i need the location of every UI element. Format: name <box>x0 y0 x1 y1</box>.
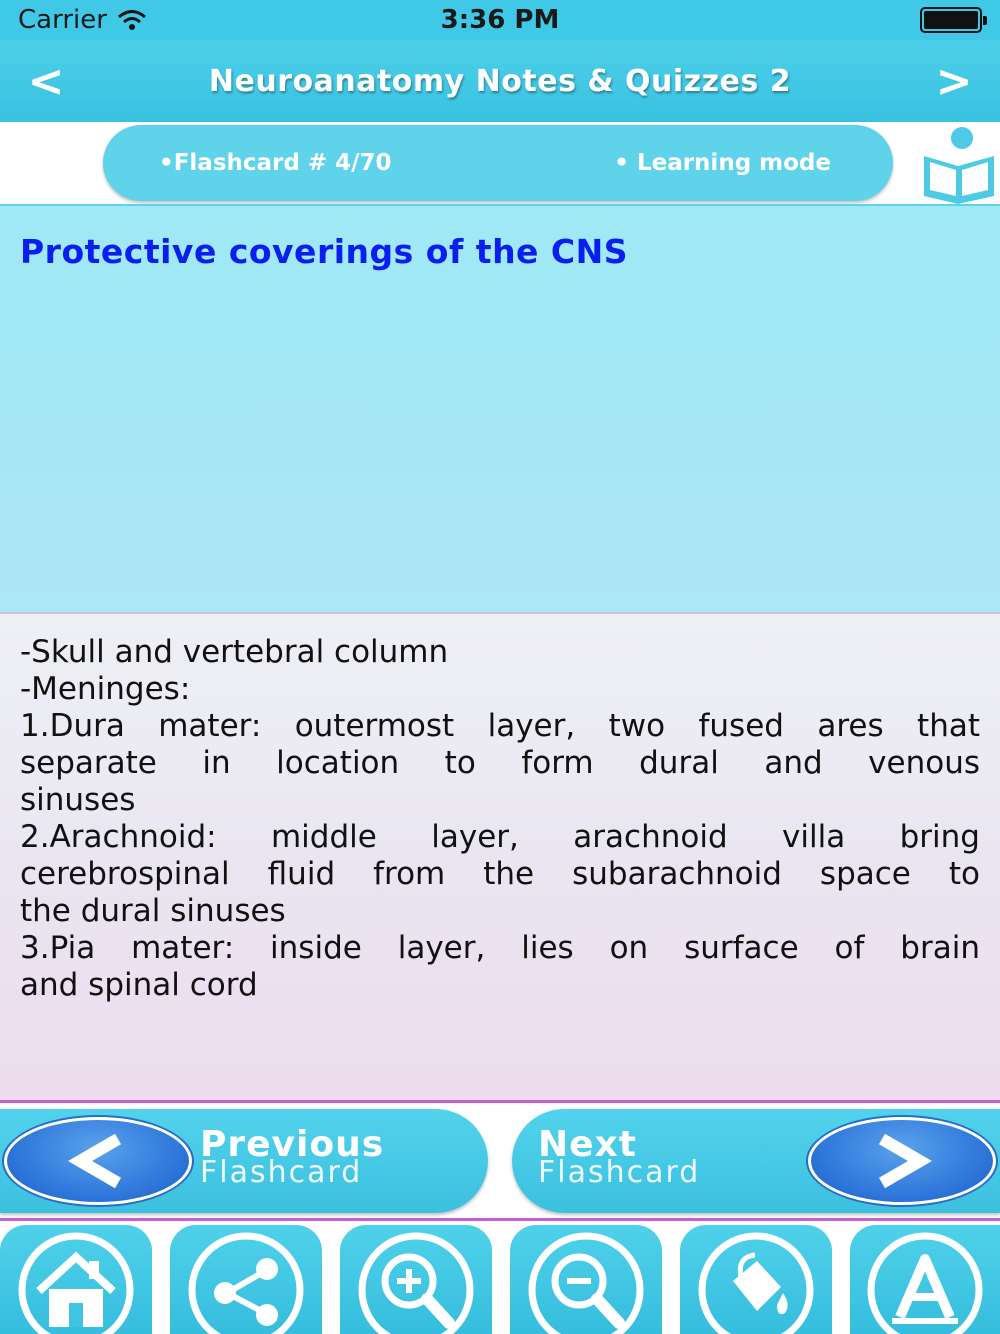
font-size-button[interactable] <box>850 1225 1000 1334</box>
answer-line: cerebrospinal fluid from the subarachnoid space to <box>20 856 980 892</box>
carrier-label: Carrier <box>18 5 107 35</box>
answer-line: -Skull and vertebral column <box>20 634 449 670</box>
wifi-icon <box>117 9 147 31</box>
answer-panel <box>0 612 1000 1100</box>
zoom-in-button[interactable] <box>340 1225 492 1334</box>
mode-label: • Learning mode <box>614 150 831 176</box>
question-text: Protective coverings of the CNS <box>20 232 629 271</box>
next-small-label: Flashcard <box>538 1155 701 1190</box>
theme-color-button[interactable] <box>680 1225 832 1334</box>
battery-icon <box>920 7 982 33</box>
answer-line: -Meninges: <box>20 671 191 707</box>
answer-line: 2.Arachnoid: middle layer, arachnoid villa bring <box>20 819 980 855</box>
answer-line: sinuses <box>20 782 136 818</box>
bottom-toolbar <box>0 1218 1000 1334</box>
zoom-in-icon <box>357 1231 475 1334</box>
next-label <box>538 1124 701 1190</box>
home-icon <box>17 1231 135 1334</box>
previous-flashcard-button[interactable] <box>0 1109 488 1213</box>
answer-line: separate in location to form dural and venous <box>20 745 980 781</box>
nav-bar <box>0 40 1000 122</box>
info-pill <box>103 125 893 201</box>
left-arrow-icon <box>4 1117 192 1205</box>
zoom-out-icon <box>527 1231 645 1334</box>
answer-line: the dural sinuses <box>20 893 286 929</box>
answer-text <box>20 634 980 1004</box>
answer-line: 1.Dura mater: outermost layer, two fused ares that <box>20 708 980 744</box>
flashcard-counter: •Flashcard # 4/70 <box>159 150 392 176</box>
previous-big-label: Previous <box>200 1124 385 1165</box>
reader-icon <box>918 124 1000 204</box>
paint-bucket-icon <box>697 1231 815 1334</box>
status-left <box>18 5 147 35</box>
font-icon <box>866 1231 984 1334</box>
previous-small-label: Flashcard <box>200 1155 363 1190</box>
answer-line: 3.Pia mater: inside layer, lies on surface of brain <box>20 930 980 966</box>
share-icon <box>187 1231 305 1334</box>
share-button[interactable] <box>170 1225 322 1334</box>
forward-button[interactable]: > <box>935 55 973 107</box>
question-panel <box>0 204 1000 612</box>
status-time: 3:36 PM <box>440 5 560 35</box>
home-button[interactable] <box>0 1225 152 1334</box>
next-flashcard-button[interactable] <box>512 1109 1000 1213</box>
answer-line: and spinal cord <box>20 967 258 1003</box>
previous-label <box>200 1124 385 1190</box>
next-big-label: Next <box>538 1124 637 1165</box>
status-bar <box>0 0 1000 40</box>
card-nav <box>0 1100 1000 1218</box>
page-title: Neuroanatomy Notes & Quizzes 2 <box>208 63 792 99</box>
info-strip <box>0 122 1000 204</box>
back-button[interactable]: < <box>27 55 65 107</box>
zoom-out-button[interactable] <box>510 1225 662 1334</box>
right-arrow-icon <box>808 1117 996 1205</box>
